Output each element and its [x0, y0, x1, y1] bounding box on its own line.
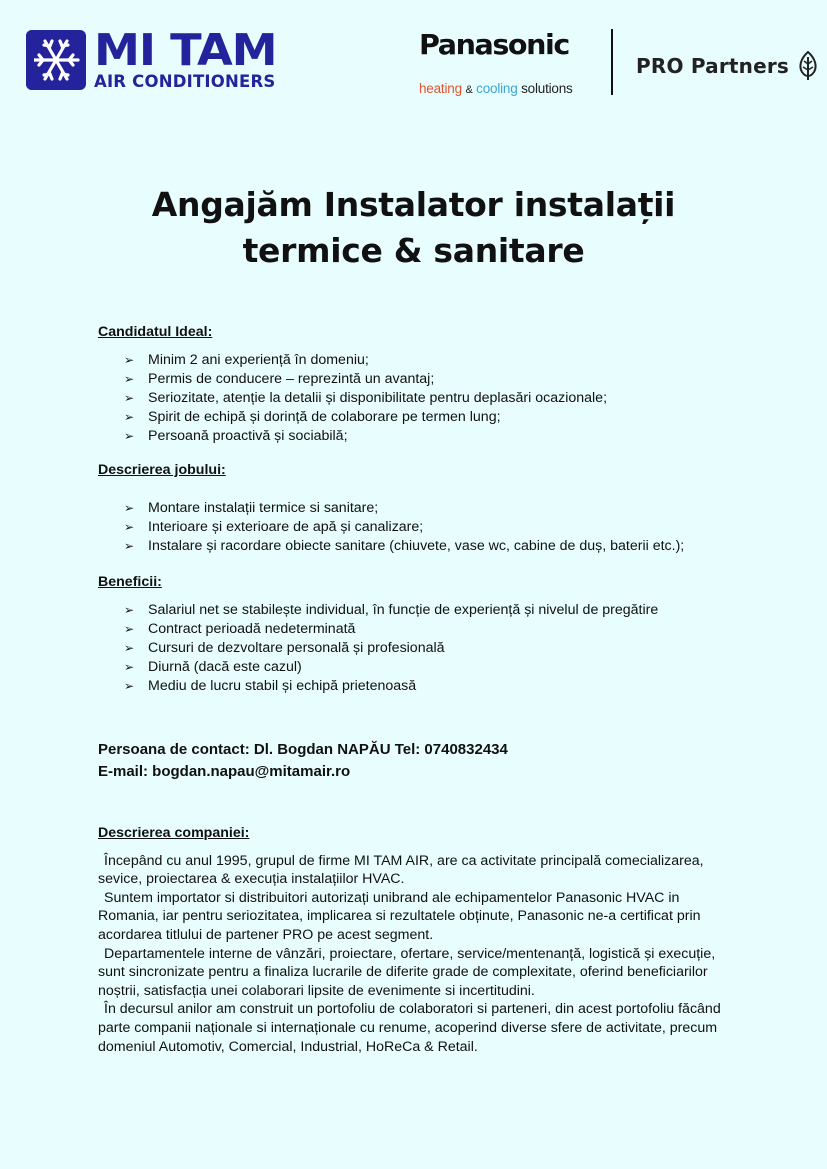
- arrow-bullet-icon: ➢: [124, 539, 135, 553]
- tagline-cooling: cooling: [476, 81, 518, 96]
- arrow-bullet-icon: ➢: [124, 603, 135, 617]
- mitam-name: MI TAM: [94, 25, 277, 77]
- snowflake-icon: [26, 30, 86, 90]
- benefits-section: [98, 573, 758, 696]
- ideal-heading: Candidatul Ideal:: [98, 324, 213, 340]
- contact-email: E-mail: bogdan.napau@mitamair.ro: [98, 763, 351, 780]
- company-paragraph: Departamentele interne de vânzări, proiectare, ofertare, service/mentenanță, logistică și execuție, sunt sincronizate pentru a finaliza lucrarile de diferite grade de complexitate, oferind beneficiarilor noștrii, satisfacția unei colaborari lipsite de evenimente si incertitudini.: [98, 945, 716, 999]
- list-item: ➢ Cursuri de dezvoltare personală și profesională: [124, 640, 445, 656]
- pro-partners-text: PRO Partners: [636, 54, 790, 78]
- arrow-bullet-icon: ➢: [124, 520, 135, 534]
- ideal-section: [98, 323, 758, 446]
- page-title: [0, 182, 827, 274]
- tagline-amp: &: [465, 84, 473, 96]
- list-item: ➢ Interioare și exterioare de apă și canalizare;: [124, 519, 424, 535]
- panasonic-tagline: [419, 81, 591, 96]
- mitam-subtitle: AIR CONDITIONERS: [94, 72, 276, 92]
- job-heading: Descrierea jobului:: [98, 462, 226, 478]
- pro-partners-logo: [636, 51, 818, 81]
- arrow-bullet-icon: ➢: [124, 372, 135, 386]
- title-line-1: Angajăm Instalator instalații: [151, 185, 676, 224]
- panasonic-logo: [419, 28, 591, 96]
- panasonic-brand: Panasonic: [419, 28, 569, 61]
- list-item: ➢ Spirit de echipă și dorință de colaborare pe termen lung;: [124, 409, 501, 425]
- arrow-bullet-icon: ➢: [124, 660, 135, 674]
- arrow-bullet-icon: ➢: [124, 641, 135, 655]
- contact-person: Persoana de contact: Dl. Bogdan NAPĂU Tel: 0740832434: [98, 741, 508, 758]
- company-section: [98, 824, 738, 1056]
- company-paragraph: În decursul anilor am construit un portofoliu de colaboratori si parteneri, din acest portofoliu făcând parte companii naționale si internaționale cu renume, acoperind diverse sfere de activitate, precum domeniul Automotiv, Comercial, Industrial, HoReCa & Retail.: [98, 1001, 721, 1055]
- arrow-bullet-icon: ➢: [124, 391, 135, 405]
- arrow-bullet-icon: ➢: [124, 679, 135, 693]
- list-item: ➢ Contract perioadă nedeterminată: [124, 621, 356, 637]
- job-section: [98, 461, 758, 556]
- mitam-logo: [26, 25, 277, 92]
- benefits-heading: Beneficii:: [98, 574, 162, 590]
- list-item: ➢ Mediu de lucru stabil și echipă prietenoasă: [124, 678, 417, 694]
- list-item: ➢ Salariul net se stabilește individual, în funcție de experiență și nivelul de pregătire: [124, 602, 659, 618]
- list-item: ➢ Minim 2 ani experiență în domeniu;: [124, 352, 369, 368]
- list-item: ➢ Persoană proactivă și sociabilă;: [124, 428, 348, 444]
- list-item: ➢ Diurnă (dacă este cazul): [124, 659, 302, 675]
- list-item: ➢ Instalare și racordare obiecte sanitare (chiuvete, vase wc, cabine de duș, baterii etc.);: [124, 538, 685, 554]
- list-item: ➢ Permis de conducere – reprezintă un avantaj;: [124, 371, 435, 387]
- arrow-bullet-icon: ➢: [124, 501, 135, 515]
- arrow-bullet-icon: ➢: [124, 622, 135, 636]
- company-paragraph: Suntem importator si distribuitori autorizați unibrand ale echipamentelor Panasonic HVAC in Romania, iar pentru seriozitatea, implicarea si rezultatele obținute, Panasonic ne-a certificat prin acordarea titlului de partener PRO pe acest segment.: [98, 889, 701, 943]
- tagline-heating: heating: [419, 81, 462, 96]
- title-line-2: termice & sanitare: [242, 231, 585, 270]
- list-item: ➢ Montare instalații termice si sanitare;: [124, 500, 379, 516]
- list-item: ➢ Seriozitate, atenție la detalii și disponibilitate pentru deplasări ocazionale;: [124, 390, 608, 406]
- header-divider: [611, 29, 613, 95]
- company-paragraph: Începând cu anul 1995, grupul de firme MI TAM AIR, are ca activitate principală comecializarea, sevice, proiectarea & execuția instalațiilor HVAC.: [98, 852, 704, 888]
- arrow-bullet-icon: ➢: [124, 429, 135, 443]
- tagline-solutions: solutions: [521, 81, 573, 96]
- arrow-bullet-icon: ➢: [124, 410, 135, 424]
- arrow-bullet-icon: ➢: [124, 353, 135, 367]
- contact-block: [98, 739, 508, 783]
- leaf-icon: [798, 51, 818, 81]
- company-heading: Descrierea companiei:: [98, 825, 250, 841]
